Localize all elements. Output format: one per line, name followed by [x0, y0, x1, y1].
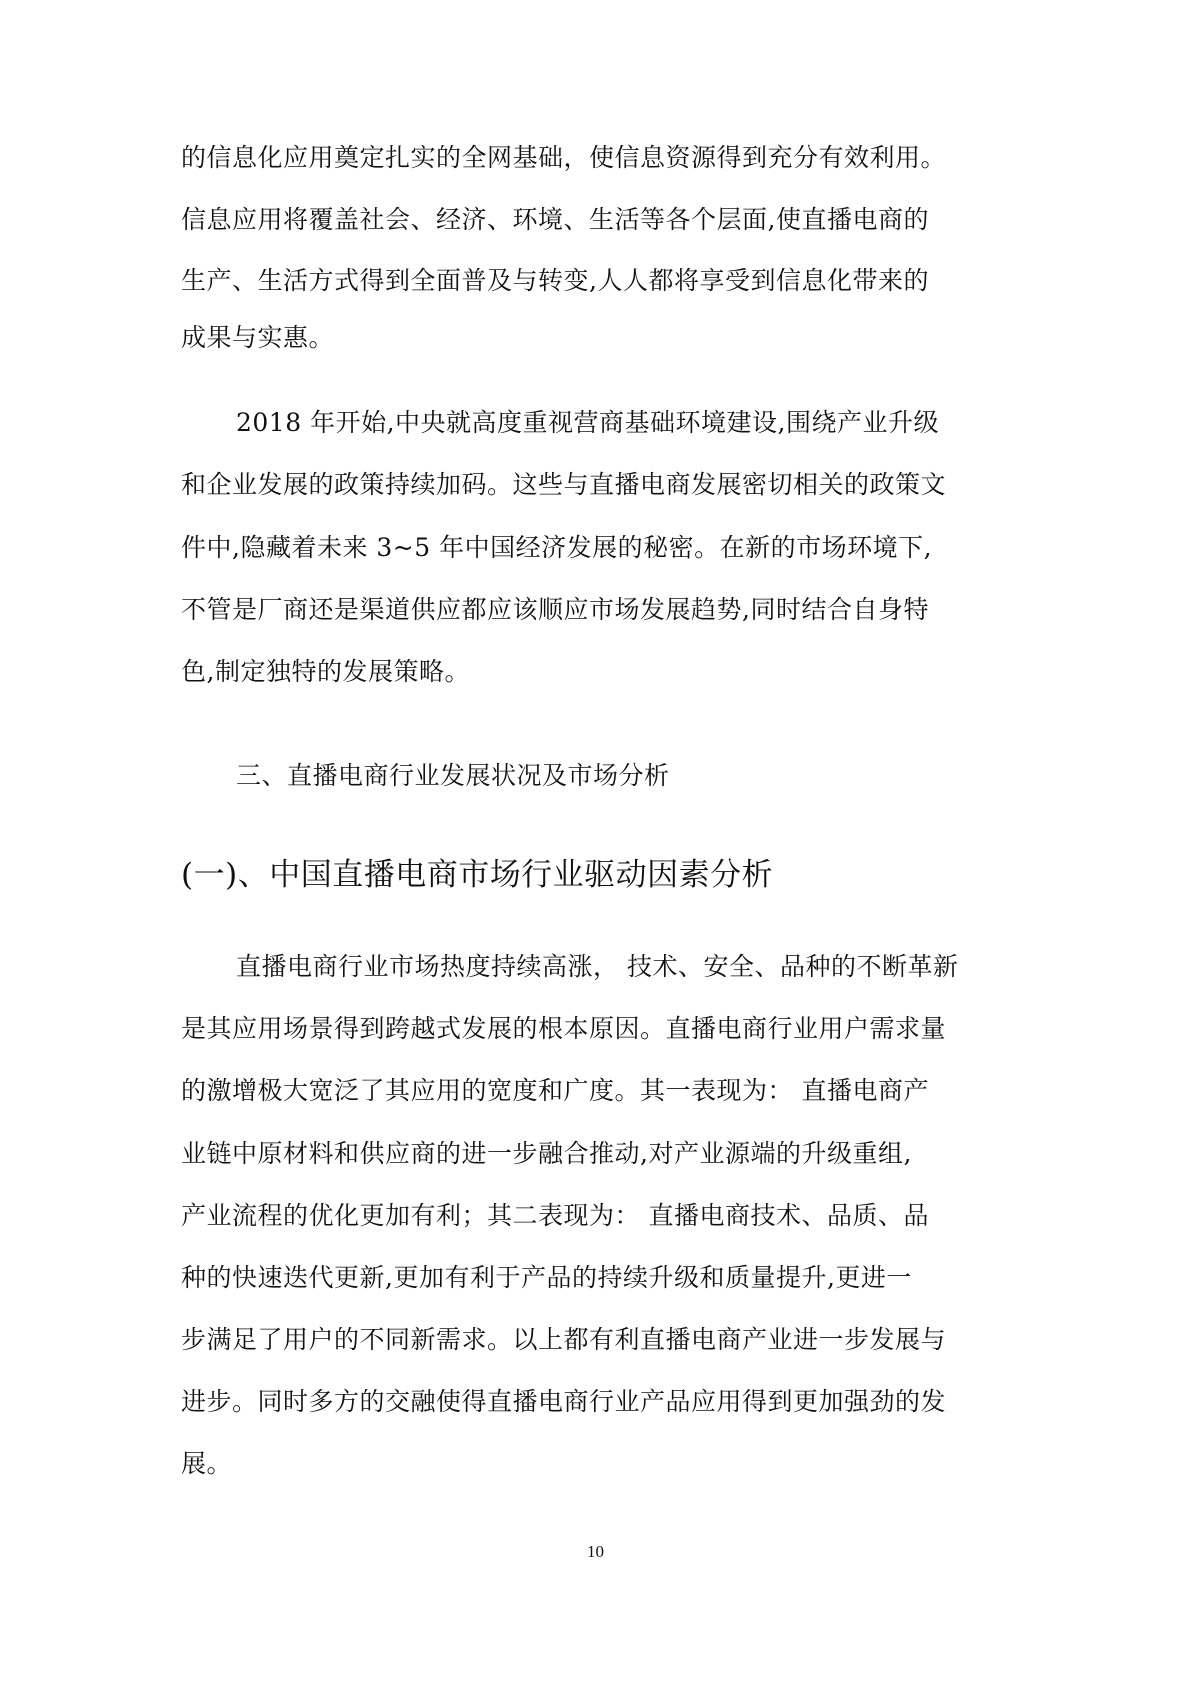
- paragraph-3-line-3: 的激增极大宽泛了其应用的宽度和广度。其一表现为： 直播电商产: [181, 1076, 929, 1105]
- paragraph-2-line-4: 不管是厂商还是渠道供应都应该顺应市场发展趋势,同时结合自身特: [181, 595, 929, 624]
- paragraph-3-line-7: 步满足了用户的不同新需求。以上都有利直播电商产业进一步发展与: [181, 1325, 947, 1354]
- paragraph-2-line-1: 2018 年开始,中央就高度重视营商基础环境建设,围绕产业升级: [236, 408, 939, 437]
- paragraph-3-line-2: 是其应用场景得到跨越式发展的根本原因。直播电商行业用户需求量: [181, 1014, 947, 1043]
- page-number: 10: [587, 1542, 604, 1561]
- sub-heading: (一)、中国直播电商市场行业驱动因素分析: [181, 857, 774, 893]
- paragraph-2-line-5: 色,制定独特的发展策略。: [181, 657, 470, 686]
- paragraph-2-line-2: 和企业发展的政策持续加码。这些与直播电商发展密切相关的政策文: [181, 470, 947, 499]
- paragraph-1-line-2: 信息应用将覆盖社会、经济、环境、生活等各个层面,使直播电商的: [181, 205, 929, 234]
- paragraph-2-line-3: 件中,隐藏着未来 3~5 年中国经济发展的秘密。在新的市场环境下,: [181, 533, 933, 562]
- paragraph-3-line-8: 进步。同时多方的交融使得直播电商行业产品应用得到更加强劲的发: [181, 1387, 947, 1416]
- paragraph-3-line-1: 直播电商行业市场热度持续高涨， 技术、安全、品种的不断革新: [236, 952, 959, 981]
- paragraph-3-line-6: 种的快速迭代更新,更加有利于产品的持续升级和质量提升,更进一: [181, 1263, 912, 1292]
- paragraph-1-line-4: 成果与实惠。: [181, 323, 335, 352]
- paragraph-3-line-4: 业链中原材料和供应商的进一步融合推动,对产业源端的升级重组,: [181, 1139, 912, 1168]
- paragraph-1-line-1: 的信息化应用奠定扎实的全网基础，使信息资源得到充分有效利用。: [181, 143, 947, 172]
- paragraph-3-line-5: 产业流程的优化更加有利；其二表现为： 直播电商技术、品质、品: [181, 1201, 929, 1230]
- paragraph-3-line-9: 展。: [181, 1449, 233, 1478]
- section-title: 三、直播电商行业发展状况及市场分析: [236, 761, 670, 790]
- paragraph-1-line-3: 生产、生活方式得到全面普及与转变,人人都将享受到信息化带来的: [181, 266, 929, 295]
